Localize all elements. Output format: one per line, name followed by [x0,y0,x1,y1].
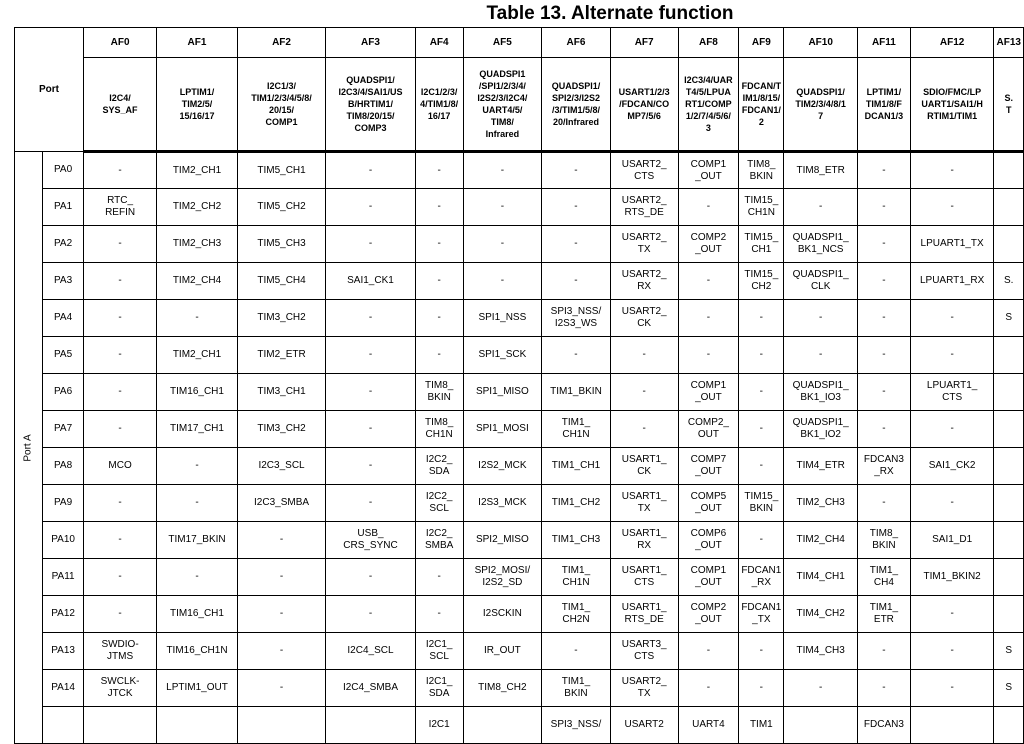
af-cell [994,337,1024,374]
pin-name-cell: PA12 [43,596,84,633]
af-cell: - [739,300,784,337]
af-cell: - [739,411,784,448]
af-description-4: I2C1/2/3/ 4/TIM1/8/ 16/17 [415,58,463,152]
af-cell: TIM3_CH1 [237,374,325,411]
af-cell: I2C4_SMBA [326,670,415,707]
af-header-0: AF0 [83,28,156,58]
af-cell: COMP5 _OUT [678,485,739,522]
af-cell: - [415,300,463,337]
table-row [15,707,1024,744]
af-cell: TIM2_CH3 [157,226,238,263]
af-cell: - [326,226,415,263]
af-cell: TIM2_CH4 [157,263,238,300]
af-header-10: AF10 [784,28,858,58]
af-cell: SPI2_MOSI/ I2S2_SD [463,559,542,596]
af-cell: - [739,522,784,559]
af-cell: - [739,448,784,485]
af-cell: TIM1_BKIN2 [910,559,994,596]
af-cell: SAI1_D1 [910,522,994,559]
af-cell: - [784,337,858,374]
af-cell: - [739,633,784,670]
af-cell: - [910,633,994,670]
af-cell [326,707,415,744]
table-body [15,152,1024,744]
af-cell: - [83,411,156,448]
af-cell: I2C2_ SCL [415,485,463,522]
table-row [15,300,1024,337]
af-cell: - [83,522,156,559]
pin-name-cell [43,707,84,744]
pin-name-cell: PA1 [43,189,84,226]
af-cell: - [784,189,858,226]
af-cell: - [542,263,611,300]
af-header-7: AF7 [610,28,678,58]
table-row [15,448,1024,485]
af-cell: TIM4_CH2 [784,596,858,633]
af-cell: TIM8_ BKIN [858,522,911,559]
af-header-8: AF8 [678,28,739,58]
af-cell: SWCLK- JTCK [83,670,156,707]
table-title: Table 13. Alternate function [486,3,734,24]
af-cell [463,707,542,744]
table-row [15,189,1024,226]
af-description-0: I2C4/ SYS_AF [83,58,156,152]
af-cell: TIM1_ ETR [858,596,911,633]
af-cell: USART2_ TX [610,226,678,263]
af-cell: - [326,485,415,522]
af-cell: TIM2_CH2 [157,189,238,226]
pin-name-cell: PA0 [43,152,84,189]
af-cell: - [326,596,415,633]
af-header-6: AF6 [542,28,611,58]
af-header-11: AF11 [858,28,911,58]
af-cell: - [83,226,156,263]
af-cell: - [858,337,911,374]
af-cell: - [678,189,739,226]
af-cell: MCO [83,448,156,485]
af-cell: TIM16_CH1 [157,374,238,411]
af-cell: - [463,263,542,300]
af-cell: TIM1_ CH4 [858,559,911,596]
af-cell: FDCAN3 _RX [858,448,911,485]
af-cell: TIM8_CH2 [463,670,542,707]
af-header-4: AF4 [415,28,463,58]
af-cell: - [237,559,325,596]
af-cell: - [157,300,238,337]
af-cell: TIM1_BKIN [542,374,611,411]
af-cell: COMP2 _OUT [678,226,739,263]
af-cell [994,411,1024,448]
af-cell: COMP2 _OUT [678,596,739,633]
af-cell: - [910,152,994,189]
af-cell: I2S3_MCK [463,485,542,522]
af-cell: TIM1_CH2 [542,485,611,522]
af-cell: TIM8_ BKIN [739,152,784,189]
alternate-function-table [14,27,1024,744]
af-cell: I2C3_SCL [237,448,325,485]
table-row [15,633,1024,670]
af-cell: SPI3_NSS/ I2S3_WS [542,300,611,337]
af-cell: USART1_ TX [610,485,678,522]
af-cell: TIM1_ CH1N [542,411,611,448]
af-cell: I2C2_ SMBA [415,522,463,559]
af-cell: - [415,337,463,374]
af-cell: - [678,263,739,300]
af-description-2: I2C1/3/ TIM1/2/3/4/5/8/ 20/15/ COMP1 [237,58,325,152]
af-cell: I2S2_MCK [463,448,542,485]
af-cell: TIM8_ETR [784,152,858,189]
af-cell: FDCAN1 _RX [739,559,784,596]
af-cell: - [157,485,238,522]
af-cell [157,707,238,744]
alternate-function-table-wrapper [14,27,1024,744]
af-cell: TIM8_ CH1N [415,411,463,448]
af-cell: FDCAN1 _TX [739,596,784,633]
af-cell: - [415,559,463,596]
af-cell [994,559,1024,596]
af-cell: - [326,411,415,448]
af-cell: USART1_ CTS [610,559,678,596]
af-cell: - [326,337,415,374]
af-cell: TIM5_CH3 [237,226,325,263]
pin-name-cell: PA9 [43,485,84,522]
af-cell: - [83,485,156,522]
af-cell: USART2_ RTS_DE [610,189,678,226]
af-cell: - [858,226,911,263]
af-cell [994,596,1024,633]
af-cell: SPI1_MISO [463,374,542,411]
af-cell: S. [994,263,1024,300]
af-cell [910,707,994,744]
af-description-11: LPTIM1/ TIM1/8/F DCAN1/3 [858,58,911,152]
af-cell: - [326,189,415,226]
af-header-5: AF5 [463,28,542,58]
table-row [15,411,1024,448]
af-cell: I2SCKIN [463,596,542,633]
af-cell: - [326,300,415,337]
table-row [15,337,1024,374]
af-cell: TIM15_ CH1 [739,226,784,263]
af-header-2: AF2 [237,28,325,58]
af-cell: - [83,596,156,633]
af-cell: - [326,152,415,189]
af-cell: - [83,374,156,411]
af-cell: - [910,189,994,226]
af-cell: - [858,374,911,411]
af-cell: QUADSPI1_ BK1_NCS [784,226,858,263]
af-cell: LPUART1_ CTS [910,374,994,411]
af-cell: USART1_ RTS_DE [610,596,678,633]
port-group-label: Port A [22,433,34,462]
af-cell [994,226,1024,263]
af-cell: TIM1_ BKIN [542,670,611,707]
af-cell: I2C2_ SDA [415,448,463,485]
af-header-13: AF13 [994,28,1024,58]
af-cell: TIM15_ CH1N [739,189,784,226]
af-cell: - [910,411,994,448]
table-row [15,485,1024,522]
pin-name-cell: PA13 [43,633,84,670]
pin-name-cell: PA7 [43,411,84,448]
af-cell: - [739,670,784,707]
af-cell: COMP1 _OUT [678,152,739,189]
af-cell: S [994,670,1024,707]
af-cell: IR_OUT [463,633,542,670]
af-cell: TIM4_CH3 [784,633,858,670]
af-cell: TIM4_CH1 [784,559,858,596]
af-description-12: SDIO/FMC/LP UART1/SAI1/H RTIM1/TIM1 [910,58,994,152]
af-cell: TIM2_CH3 [784,485,858,522]
af-cell: - [542,337,611,374]
af-cell: UART4 [678,707,739,744]
af-cell: TIM1_CH3 [542,522,611,559]
af-cell: - [678,670,739,707]
af-cell: TIM5_CH2 [237,189,325,226]
af-cell: S [994,633,1024,670]
af-cell: FDCAN3 [858,707,911,744]
af-cell: - [858,152,911,189]
af-cell: TIM1_CH1 [542,448,611,485]
pin-name-cell: PA6 [43,374,84,411]
af-cell: USART2_ RX [610,263,678,300]
af-description-8: I2C3/4/UAR T4/5/LPUA RT1/COMP 1/2/7/4/5/6/ 3 [678,58,739,152]
af-cell: TIM1_ CH1N [542,559,611,596]
af-cell: USART2_ CTS [610,152,678,189]
af-cell: USART1_ CK [610,448,678,485]
af-cell: SPI1_NSS [463,300,542,337]
af-cell: - [326,374,415,411]
af-cell: - [542,152,611,189]
af-cell: - [542,633,611,670]
af-cell [994,707,1024,744]
af-cell: TIM16_CH1 [157,596,238,633]
table-row [15,152,1024,189]
af-description-row [15,58,1024,152]
af-cell: - [784,670,858,707]
af-cell: SPI3_NSS/ [542,707,611,744]
af-description-9: FDCAN/T IM1/8/15/ FDCAN1/ 2 [739,58,784,152]
af-cell: TIM2_CH4 [784,522,858,559]
af-cell: - [237,522,325,559]
af-cell: TIM5_CH1 [237,152,325,189]
af-cell: - [858,263,911,300]
af-header-9: AF9 [739,28,784,58]
af-cell: COMP1 _OUT [678,374,739,411]
af-cell: I2C4_SCL [326,633,415,670]
table-row [15,559,1024,596]
port-group-cell [15,152,43,744]
pin-name-cell: PA2 [43,226,84,263]
af-cell: SPI2_MISO [463,522,542,559]
af-cell: SWDIO- JTMS [83,633,156,670]
af-cell: TIM15_ CH2 [739,263,784,300]
af-cell: I2C1_ SCL [415,633,463,670]
af-cell: - [415,189,463,226]
af-cell: SAI1_CK2 [910,448,994,485]
af-cell: - [463,226,542,263]
af-cell: USART3_ CTS [610,633,678,670]
af-cell: RTC_ REFIN [83,189,156,226]
af-header-3: AF3 [326,28,415,58]
af-cell: TIM1 [739,707,784,744]
port-header: Port [15,28,84,152]
af-cell: - [858,411,911,448]
af-cell: - [610,411,678,448]
af-cell: - [326,559,415,596]
af-cell: TIM4_ETR [784,448,858,485]
af-header-12: AF12 [910,28,994,58]
af-cell: QUADSPI1_ BK1_IO3 [784,374,858,411]
af-cell: TIM3_CH2 [237,411,325,448]
af-cell: TIM17_BKIN [157,522,238,559]
af-header-1: AF1 [157,28,238,58]
af-cell [994,374,1024,411]
af-cell: - [463,152,542,189]
af-cell: - [910,596,994,633]
af-cell: - [157,559,238,596]
af-cell: USART1_ RX [610,522,678,559]
af-cell: - [858,670,911,707]
af-cell: TIM3_CH2 [237,300,325,337]
af-cell: COMP2_ OUT [678,411,739,448]
af-cell: - [83,300,156,337]
pin-name-cell: PA8 [43,448,84,485]
af-cell: LPUART1_TX [910,226,994,263]
af-cell: COMP1 _OUT [678,559,739,596]
af-cell: USART2_ CK [610,300,678,337]
pin-name-cell: PA4 [43,300,84,337]
af-cell: - [784,300,858,337]
af-cell: - [542,226,611,263]
af-cell: - [739,374,784,411]
af-cell: I2C1 [415,707,463,744]
af-cell: - [83,152,156,189]
af-cell [784,707,858,744]
af-cell [994,485,1024,522]
pin-name-cell: PA11 [43,559,84,596]
af-cell [237,707,325,744]
af-cell: I2C1_ SDA [415,670,463,707]
af-cell: TIM2_CH1 [157,337,238,374]
table-row [15,522,1024,559]
af-cell: - [157,448,238,485]
af-cell: - [910,485,994,522]
af-cell: - [610,374,678,411]
af-cell: LPUART1_RX [910,263,994,300]
af-cell: SAI1_CK1 [326,263,415,300]
af-cell: - [542,189,611,226]
af-cell: - [858,189,911,226]
af-cell: - [326,448,415,485]
af-cell: LPTIM1_OUT [157,670,238,707]
af-cell: TIM16_CH1N [157,633,238,670]
table-row [15,596,1024,633]
af-cell: - [910,300,994,337]
af-cell: - [610,337,678,374]
af-description-10: QUADSPI1/ TIM2/3/4/8/1 7 [784,58,858,152]
table-row [15,670,1024,707]
table-row [15,226,1024,263]
af-description-1: LPTIM1/ TIM2/5/ 15/16/17 [157,58,238,152]
af-header-row [15,28,1024,58]
af-cell: - [858,300,911,337]
af-cell: COMP7 _OUT [678,448,739,485]
af-cell [994,189,1024,226]
af-cell: QUADSPI1_ BK1_IO2 [784,411,858,448]
af-cell: - [858,485,911,522]
af-cell: - [463,189,542,226]
af-cell: - [910,337,994,374]
af-cell: TIM17_CH1 [157,411,238,448]
af-cell: - [237,670,325,707]
af-cell: S [994,300,1024,337]
af-cell: COMP6 _OUT [678,522,739,559]
af-cell: - [83,263,156,300]
pin-name-cell: PA5 [43,337,84,374]
af-cell [83,707,156,744]
af-cell: - [678,337,739,374]
pin-name-cell: PA3 [43,263,84,300]
af-cell: - [678,633,739,670]
af-cell: TIM2_ETR [237,337,325,374]
af-cell: I2C3_SMBA [237,485,325,522]
af-cell: - [910,670,994,707]
af-cell: USART2_ TX [610,670,678,707]
af-cell: USART2 [610,707,678,744]
af-description-7: USART1/2/3 /FDCAN/CO MP7/5/6 [610,58,678,152]
af-description-6: QUADSPI1/ SPI2/3/I2S2 /3/TIM1/5/8/ 20/Infrared [542,58,611,152]
pin-name-cell: PA10 [43,522,84,559]
table-row [15,374,1024,411]
af-cell: - [83,559,156,596]
af-cell [994,152,1024,189]
af-cell: QUADSPI1_ CLK [784,263,858,300]
af-cell: SPI1_MOSI [463,411,542,448]
af-cell: - [415,596,463,633]
af-cell: - [415,226,463,263]
af-cell: USB_ CRS_SYNC [326,522,415,559]
af-cell [994,522,1024,559]
pin-name-cell: PA14 [43,670,84,707]
af-cell: - [858,633,911,670]
af-cell: TIM5_CH4 [237,263,325,300]
af-cell: SPI1_SCK [463,337,542,374]
af-description-3: QUADSPI1/ I2C3/4/SAI1/US B/HRTIM1/ TIM8/20/15/ COMP3 [326,58,415,152]
af-cell [994,448,1024,485]
af-cell: - [678,300,739,337]
af-cell: - [415,152,463,189]
af-cell: - [237,596,325,633]
af-cell: - [83,337,156,374]
af-cell: - [415,263,463,300]
af-cell: - [739,337,784,374]
af-cell: TIM2_CH1 [157,152,238,189]
af-cell: TIM15_ BKIN [739,485,784,522]
af-description-13: S. T [994,58,1024,152]
af-cell: TIM8_ BKIN [415,374,463,411]
af-description-5: QUADSPI1 /SPI1/2/3/4/ I2S2/3/I2C4/ UART4/5/ TIM8/ Infrared [463,58,542,152]
af-cell: TIM1_ CH2N [542,596,611,633]
table-row [15,263,1024,300]
af-cell: - [237,633,325,670]
